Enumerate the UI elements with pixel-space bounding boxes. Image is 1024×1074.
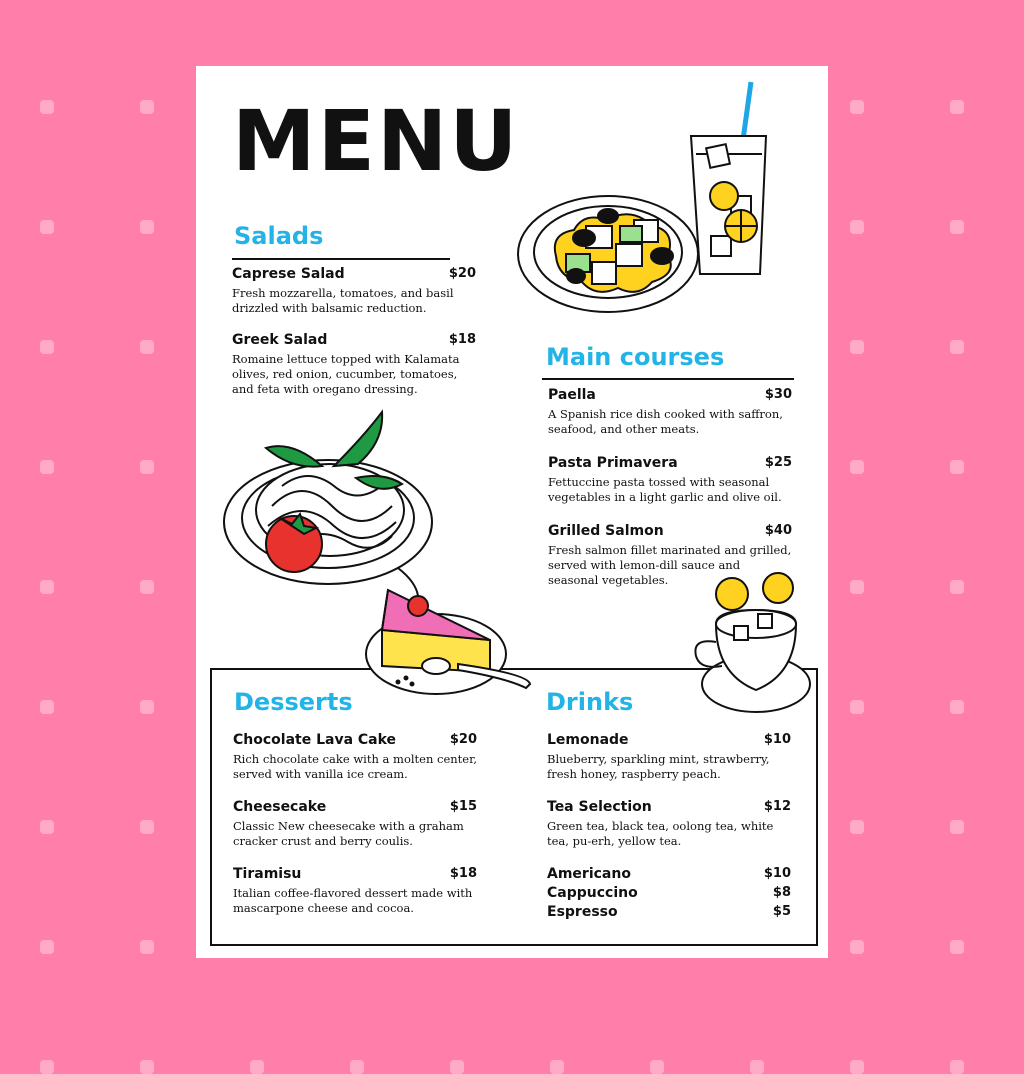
watermark-icon	[140, 100, 154, 114]
item-name: Tea Selection	[547, 799, 652, 815]
item-name: Paella	[548, 387, 596, 403]
watermark-icon	[950, 820, 964, 834]
main-courses-divider	[542, 378, 794, 380]
salad-lemonade-illustration	[516, 76, 786, 326]
item-name: Pasta Primavera	[548, 455, 678, 471]
watermark-icon	[140, 220, 154, 234]
watermark-icon	[40, 700, 54, 714]
watermark-icon	[40, 460, 54, 474]
menu-item-pasta-primavera	[548, 455, 792, 505]
watermark-icon	[250, 1060, 264, 1074]
item-name: Grilled Salmon	[548, 523, 664, 539]
item-price: $15	[449, 799, 477, 814]
item-name: Tiramisu	[233, 866, 302, 882]
watermark-icon	[40, 340, 54, 354]
watermark-icon	[950, 700, 964, 714]
menu-item-cappuccino	[547, 885, 791, 904]
menu-card	[196, 66, 828, 958]
menu-item-caprese-salad	[232, 266, 476, 316]
watermark-icon	[950, 940, 964, 954]
watermark-icon	[850, 100, 864, 114]
watermark-icon	[850, 820, 864, 834]
watermark-icon	[140, 340, 154, 354]
menu-item-paella	[548, 387, 792, 437]
menu-item-greek-salad	[232, 332, 476, 397]
watermark-icon	[950, 460, 964, 474]
watermark-icon	[140, 580, 154, 594]
watermark-icon	[140, 1060, 154, 1074]
menu-item-americano	[547, 866, 791, 885]
watermark-icon	[140, 700, 154, 714]
salads-divider	[232, 258, 450, 260]
item-name: Cappuccino	[547, 885, 638, 901]
item-price: $18	[448, 332, 476, 347]
item-name: Cheesecake	[233, 799, 327, 815]
watermark-icon	[140, 460, 154, 474]
item-price: $20	[448, 266, 476, 281]
menu-item-espresso	[547, 904, 791, 923]
watermark-icon	[140, 820, 154, 834]
menu-item-tea-selection	[547, 799, 791, 849]
item-description: Fresh salmon fillet marinated and grilled, served with lemon-dill sauce and seasonal vegetables.	[548, 543, 792, 587]
watermark-icon	[140, 940, 154, 954]
item-name: Americano	[547, 866, 631, 882]
watermark-icon	[350, 1060, 364, 1074]
watermark-icon	[950, 580, 964, 594]
item-name: Chocolate Lava Cake	[233, 732, 397, 748]
watermark-icon	[950, 340, 964, 354]
menu-title: MENU	[232, 92, 520, 190]
greek-salad-plate-icon	[518, 196, 698, 312]
watermark-icon	[450, 1060, 464, 1074]
watermark-icon	[850, 220, 864, 234]
watermark-icon	[40, 820, 54, 834]
item-price: $10	[763, 732, 791, 747]
watermark-icon	[40, 100, 54, 114]
item-description: Green tea, black tea, oolong tea, white tea, pu-erh, yellow tea.	[547, 819, 774, 848]
cheesecake-plate-icon	[366, 568, 530, 694]
watermark-icon	[950, 1060, 964, 1074]
item-name: Lemonade	[547, 732, 629, 748]
item-price: $8	[772, 885, 791, 900]
item-description: Rich chocolate cake with a molten center, served with vanilla ice cream.	[233, 752, 477, 781]
watermark-icon	[850, 700, 864, 714]
watermark-icon	[650, 1060, 664, 1074]
watermark-icon	[850, 1060, 864, 1074]
item-name: Espresso	[547, 904, 618, 920]
menu-item-cheesecake	[233, 799, 477, 849]
watermark-icon	[850, 580, 864, 594]
item-description: A Spanish rice dish cooked with saffron, seafood, and other meats.	[548, 407, 783, 436]
item-price: $5	[772, 904, 791, 919]
main-courses-heading: Main courses	[546, 343, 725, 371]
watermark-icon	[750, 1060, 764, 1074]
item-price: $25	[764, 455, 792, 470]
item-description: Fettuccine pasta tossed with seasonal vegetables in a light garlic and olive oil.	[548, 475, 782, 504]
tea-cup-illustration	[692, 572, 812, 722]
item-price: $30	[764, 387, 792, 402]
watermark-icon	[40, 220, 54, 234]
item-description: Blueberry, sparkling mint, strawberry, fresh honey, raspberry peach.	[547, 752, 770, 781]
watermark-icon	[40, 940, 54, 954]
spaghetti-plate-icon	[224, 412, 432, 584]
watermark-icon	[950, 220, 964, 234]
watermark-icon	[40, 580, 54, 594]
item-name: Caprese Salad	[232, 266, 345, 282]
item-price: $12	[763, 799, 791, 814]
watermark-icon	[850, 340, 864, 354]
salads-heading: Salads	[234, 222, 324, 250]
cheesecake-illustration	[358, 566, 538, 696]
watermark-icon	[850, 460, 864, 474]
item-description: Italian coffee-flavored dessert made with mascarpone cheese and cocoa.	[233, 886, 473, 915]
watermark-icon	[40, 1060, 54, 1074]
desserts-heading: Desserts	[234, 688, 353, 716]
menu-item-chocolate-lava-cake	[233, 732, 477, 782]
item-price: $40	[764, 523, 792, 538]
watermark-icon	[850, 940, 864, 954]
watermark-icon	[550, 1060, 564, 1074]
item-description: Romaine lettuce topped with Kalamata olives, red onion, cucumber, tomatoes, and feta with oregano dressing.	[232, 352, 460, 396]
lemonade-glass-icon	[691, 82, 766, 274]
item-description: Classic New cheesecake with a graham cracker crust and berry coulis.	[233, 819, 464, 848]
item-description: Fresh mozzarella, tomatoes, and basil drizzled with balsamic reduction.	[232, 286, 454, 315]
item-price: $18	[449, 866, 477, 881]
item-price: $20	[449, 732, 477, 747]
item-price: $10	[763, 866, 791, 881]
watermark-icon	[950, 100, 964, 114]
menu-item-tiramisu	[233, 866, 477, 916]
menu-item-lemonade	[547, 732, 791, 782]
tea-cup-icon	[695, 573, 810, 712]
item-name: Greek Salad	[232, 332, 328, 348]
drinks-heading: Drinks	[546, 688, 634, 716]
